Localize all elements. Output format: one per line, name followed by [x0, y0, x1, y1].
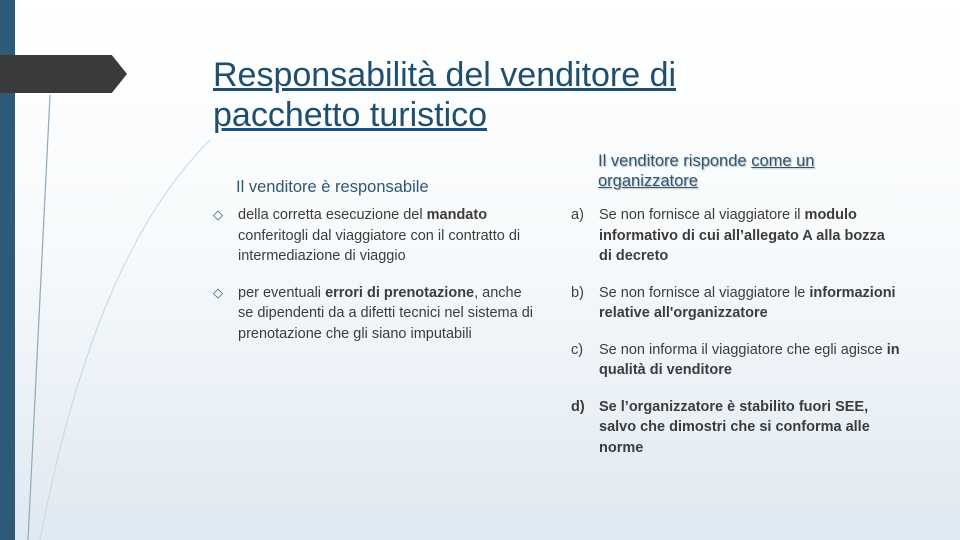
list-item	[213, 205, 533, 267]
item-text: della corretta esecuzione del	[238, 207, 427, 223]
slide-title: Responsabilità del venditore di pacchetto turistico	[213, 56, 677, 134]
item-text: , anche se dipendenti da a difetti tecnici nel sistema di prenotazione che gli siano imputabili	[238, 284, 534, 342]
list-item	[571, 340, 901, 381]
list-item	[571, 397, 901, 459]
diamond-outline-icon: ◇	[213, 207, 223, 222]
item-text: Se non fornisce al viaggiatore le	[599, 284, 810, 301]
item-bold-text: informazioni relative all'organizzatore	[599, 284, 896, 321]
left-column-heading: Il venditore è responsabile	[236, 178, 429, 196]
right-column-heading	[598, 151, 898, 191]
item-bold-text: Se l’organizzatore è stabilito fuori SEE, salvo che dimostri che si conforma alle norme	[599, 398, 870, 456]
heading-underlined: come un organizzatore	[598, 152, 815, 190]
item-marker: c)	[571, 341, 584, 358]
item-marker: d)	[571, 398, 585, 415]
list-item	[213, 283, 533, 345]
item-text: Se non informa il viaggiatore che egli agisce	[599, 341, 887, 358]
item-marker: a)	[571, 207, 584, 223]
item-text: Se non fornisce al viaggiatore il	[599, 207, 805, 223]
item-text: per eventuali	[238, 284, 326, 301]
diamond-outline-icon: ◇	[213, 284, 223, 300]
list-item	[571, 205, 901, 267]
heading-plain: Il venditore risponde	[598, 152, 752, 170]
item-bold-text: modulo informativo di cui all’allegato A alla bozza di decreto	[599, 207, 885, 264]
list-item	[571, 283, 901, 324]
item-text: conferitogli dal viaggiatore con il contratto di intermediazione di viaggio	[238, 227, 521, 264]
item-bold-text: mandato	[426, 207, 488, 223]
item-bold-text: in qualità di venditore	[599, 341, 900, 378]
right-column	[571, 205, 901, 474]
item-marker: b)	[571, 284, 584, 301]
left-column	[213, 205, 533, 360]
item-bold-text: errori di prenotazione	[325, 284, 475, 301]
